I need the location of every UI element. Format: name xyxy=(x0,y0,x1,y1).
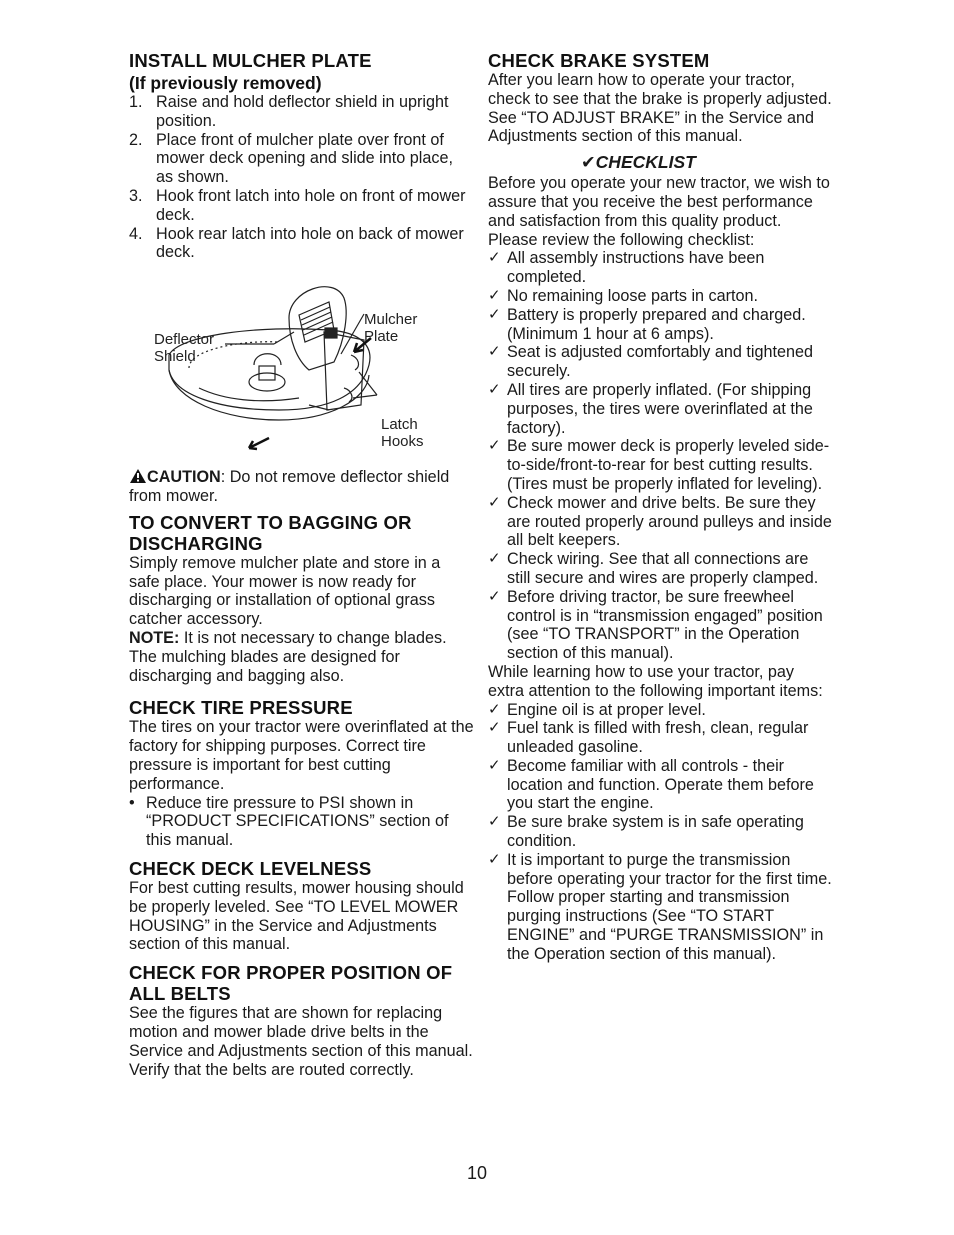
checkmark-icon: ✓ xyxy=(488,719,501,737)
checkmark-icon: ✓ xyxy=(488,756,501,774)
warning-triangle-icon xyxy=(129,468,147,484)
convert-body: Simply remove mulcher plate and store in a safe place. Your mower is now ready for discharging or installation of optional grass catcher accessory. xyxy=(129,553,441,629)
figure-label-shield: Shield xyxy=(154,348,196,366)
checkmark-icon: ✓ xyxy=(488,380,501,398)
mower-deck-illustration xyxy=(129,270,474,460)
list-item: ✓ No remaining loose parts in carton. xyxy=(488,286,759,305)
list-item: ✓ Be sure brake system is in safe operating condition. xyxy=(488,813,804,851)
checkmark-icon: ✓ xyxy=(488,437,501,455)
list-item: ✓ Check mower and drive belts. Be sure they are routed properly around pulleys and inside all belt keepers. xyxy=(488,493,832,550)
list-item: ✓ Fuel tank is filled with fresh, clean, regular unleaded gasoline. xyxy=(488,719,809,757)
list-item: • Reduce tire pressure to PSI shown in “PRODUCT SPECIFICATIONS” section of this manual. xyxy=(129,793,449,850)
checkmark-icon: ✓ xyxy=(488,343,501,361)
brake-heading: CHECK BRAKE SYSTEM xyxy=(488,50,710,71)
install-steps-list xyxy=(129,93,474,262)
checklist-list xyxy=(488,249,833,663)
list-item: ✓ It is important to purge the transmission before operating your tractor for the first time. Follow proper starting and transmission purging instructions (See “TO START ENGINE” and “PURGE TRANSMISSION” in the Operation section of this manual). xyxy=(488,850,832,963)
figure-label-plate: Plate xyxy=(364,328,399,346)
list-item: ✓ Be sure mower deck is properly leveled side-to-side/front-to-rear for best cutting results. (Tires must be properly inflated for leveling). xyxy=(488,437,830,493)
belts-heading: CHECK FOR PROPER POSITION OF ALL BELTS xyxy=(129,962,453,1005)
mulcher-plate-figure xyxy=(129,270,474,460)
list-item: 4. Hook rear latch into hole on back of mower deck. xyxy=(129,224,464,262)
install-mulcher-subheading: (If previously removed) xyxy=(129,73,322,93)
checkmark-icon: ✓ xyxy=(488,305,501,323)
list-item: ✓ Check wiring. See that all connections are still secure and wires are properly clamped. xyxy=(488,550,819,587)
caution-label: CAUTION xyxy=(147,468,221,487)
list-item: ✓ Before driving tractor, be sure freewheel control is in “transmission engaged” position (see “TO TRANSPORT” in the Operation section of this manual). xyxy=(488,587,823,663)
learning-checklist xyxy=(488,701,833,964)
page-number: 10 xyxy=(466,1163,488,1183)
convert-heading: TO CONVERT TO BAGGING OR DISCHARGING xyxy=(129,511,412,554)
left-column xyxy=(129,50,474,1079)
checkmark-icon: ✓ xyxy=(488,850,501,868)
list-item: ✓ Seat is adjusted comfortably and tightened securely. xyxy=(488,343,813,381)
right-column xyxy=(488,50,833,964)
checklist-intro: Before you operate your new tractor, we wish to assure that you receive the best performance and satisfaction from this quality product. xyxy=(488,174,830,230)
list-item: ✓ Become familiar with all controls - their location and function. Operate them before you start the engine. xyxy=(488,756,814,813)
learning-note: While learning how to use your tractor, pay extra attention to the following important items: xyxy=(488,662,823,700)
figure-label-hooks: Hooks xyxy=(381,433,424,451)
convert-note: NOTE: It is not necessary to change blades. The mulching blades are designed for discharging and bagging also. xyxy=(129,628,447,685)
list-item: ✓ Battery is properly prepared and charged. (Minimum 1 hour at 6 amps). xyxy=(488,305,806,343)
checkmark-icon: ✓ xyxy=(488,493,501,511)
figure-label-mulcher: Mulcher xyxy=(364,311,418,329)
tire-pressure-heading: CHECK TIRE PRESSURE xyxy=(129,697,353,719)
figure-label-deflector: Deflector xyxy=(154,331,215,349)
list-item: 2. Place front of mulcher plate over front of mower deck opening and slide into place, as shown. xyxy=(129,130,453,187)
checklist-prompt: Please review the following checklist: xyxy=(488,230,755,249)
list-item: ✓ Engine oil is at proper level. xyxy=(488,700,706,719)
checkmark-icon: ✓ xyxy=(488,286,501,304)
checkmark-icon: ✓ xyxy=(488,700,501,718)
figure-label-latch: Latch xyxy=(381,416,418,434)
list-item: ✓ All tires are properly inflated. (For shipping purposes, the tires were overinflated at the factory). xyxy=(488,380,813,437)
brake-body: After you learn how to operate your tractor, check to see that the brake is properly adjusted. See “TO ADJUST BRAKE” in the Service and Adjustments section of this manual. xyxy=(488,71,832,146)
arrow-icon xyxy=(249,438,269,449)
checkmark-icon: ✓ xyxy=(488,249,501,267)
checklist-heading: ✔CHECKLIST xyxy=(581,152,696,173)
checkmark-icon: ✓ xyxy=(488,813,501,831)
list-item: 1. Raise and hold deflector shield in upright position. xyxy=(129,93,449,130)
deck-levelness-heading: CHECK DECK LEVELNESS xyxy=(129,857,372,879)
tire-pressure-body: The tires on your tractor were overinflated at the factory for shipping purposes. Correct tire pressure is important for best cutting performance. xyxy=(129,718,474,793)
deck-levelness-body: For best cutting results, mower housing should be properly leveled. See “TO LEVEL MOWER HOUSING” in the Service and Adjustments section of this manual. xyxy=(129,878,464,954)
tire-pressure-list xyxy=(129,794,474,850)
belts-body: See the figures that are shown for replacing motion and mower blade drive belts in the Service and Adjustments section of this manual. Verify that the belts are routed correctly. xyxy=(129,1004,473,1079)
checkmark-icon: ✓ xyxy=(488,587,501,605)
checkmark-icon: ✓ xyxy=(488,550,501,568)
install-mulcher-heading: INSTALL MULCHER PLATE xyxy=(129,50,372,71)
caution-note: CAUTION: Do not remove deflector shield from mower. xyxy=(129,468,450,505)
list-item: 3. Hook front latch into hole on front of mower deck. xyxy=(129,186,466,224)
list-item: ✓ All assembly instructions have been completed. xyxy=(488,249,765,287)
